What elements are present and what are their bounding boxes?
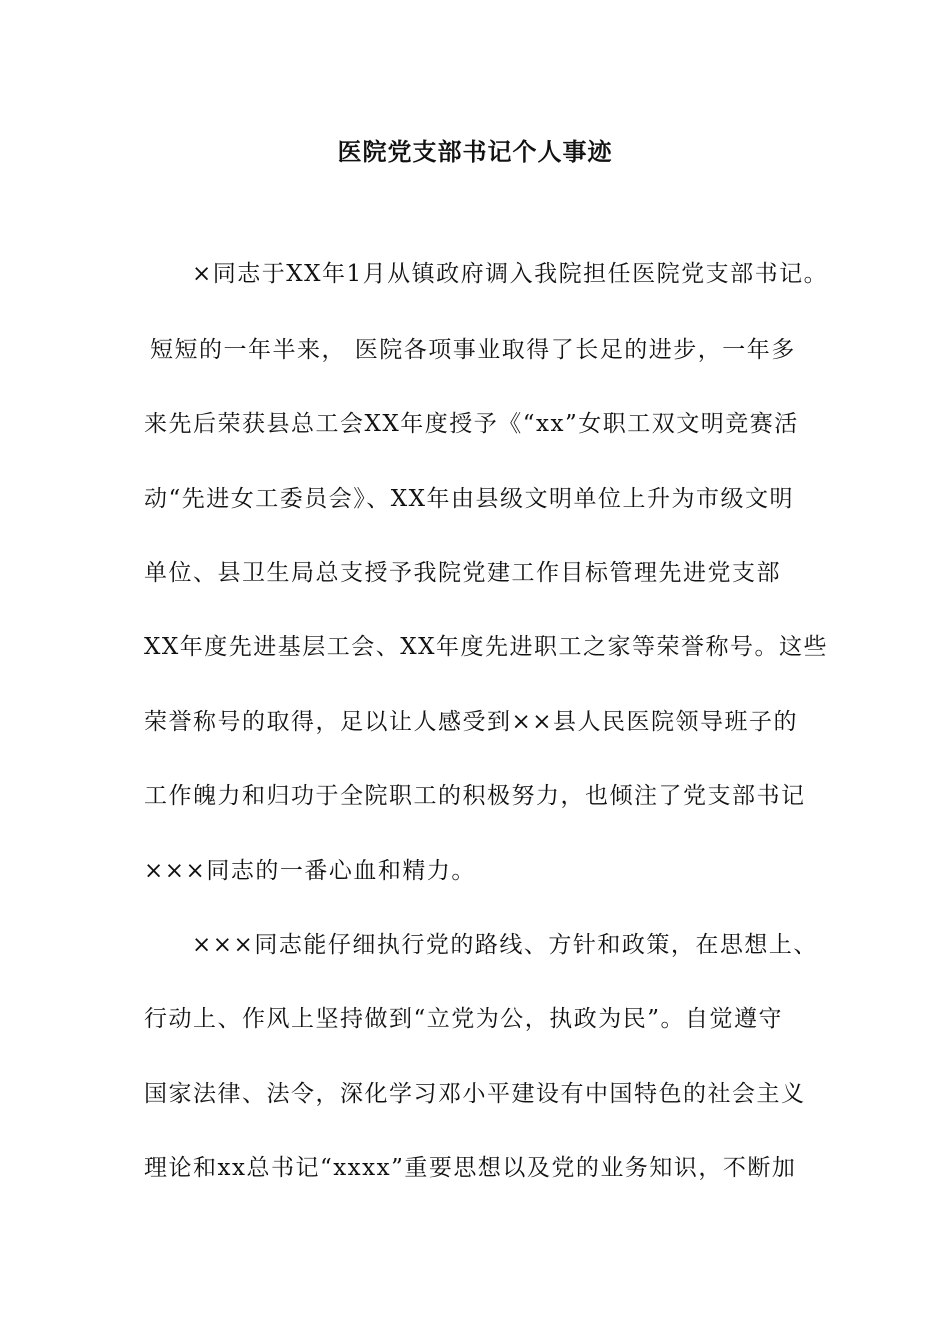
paragraph-1-line-9: ×××同志的一番心血和精力。 (144, 858, 476, 884)
paragraph-1-line-3: 来先后荣获县总工会XX年度授予《“xx”女职工双文明竞赛活 (144, 411, 799, 437)
paragraph-2-line-2: 行动上、作风上坚持做到“立党为公，执政为民”。自觉遵守 (144, 1006, 784, 1032)
paragraph-2-line-3: 国家法律、法令，深化学习邓小平建设有中国特色的社会主义 (144, 1081, 806, 1107)
paragraph-1-line-4: 动“先进女工委员会》、XX年由县级文明单位上升为市级文明 (144, 486, 795, 512)
paragraph-1-line-8: 工作魄力和归功于全院职工的积极努力，也倾注了党支部书记 (144, 783, 806, 809)
paragraph-1-line-5: 单位、县卫生局总支授予我院党建工作目标管理先进党支部 (144, 560, 781, 586)
paragraph-1-line-2: 短短的一年半来， 医院各项事业取得了长足的进步，一年多 (150, 337, 796, 363)
document-title: 医院党支部书记个人事迹 (337, 137, 613, 166)
paragraph-2-line-1: ×××同志能仔细执行党的路线、方针和政策，在思想上、 (192, 932, 818, 958)
paragraph-2-line-4: 理论和xx总书记“xxxx”重要思想以及党的业务知识，不断加 (144, 1155, 797, 1181)
paragraph-1-line-6: XX年度先进基层工会、XX年度先进职工之家等荣誉称号。这些 (144, 634, 828, 660)
paragraph-1-line-7: 荣誉称号的取得，足以让人感受到××县人民医院领导班子的 (144, 709, 799, 735)
paragraph-1-line-1: ×同志于XX年1月从镇政府调入我院担任医院党支部书记。 (192, 261, 829, 287)
